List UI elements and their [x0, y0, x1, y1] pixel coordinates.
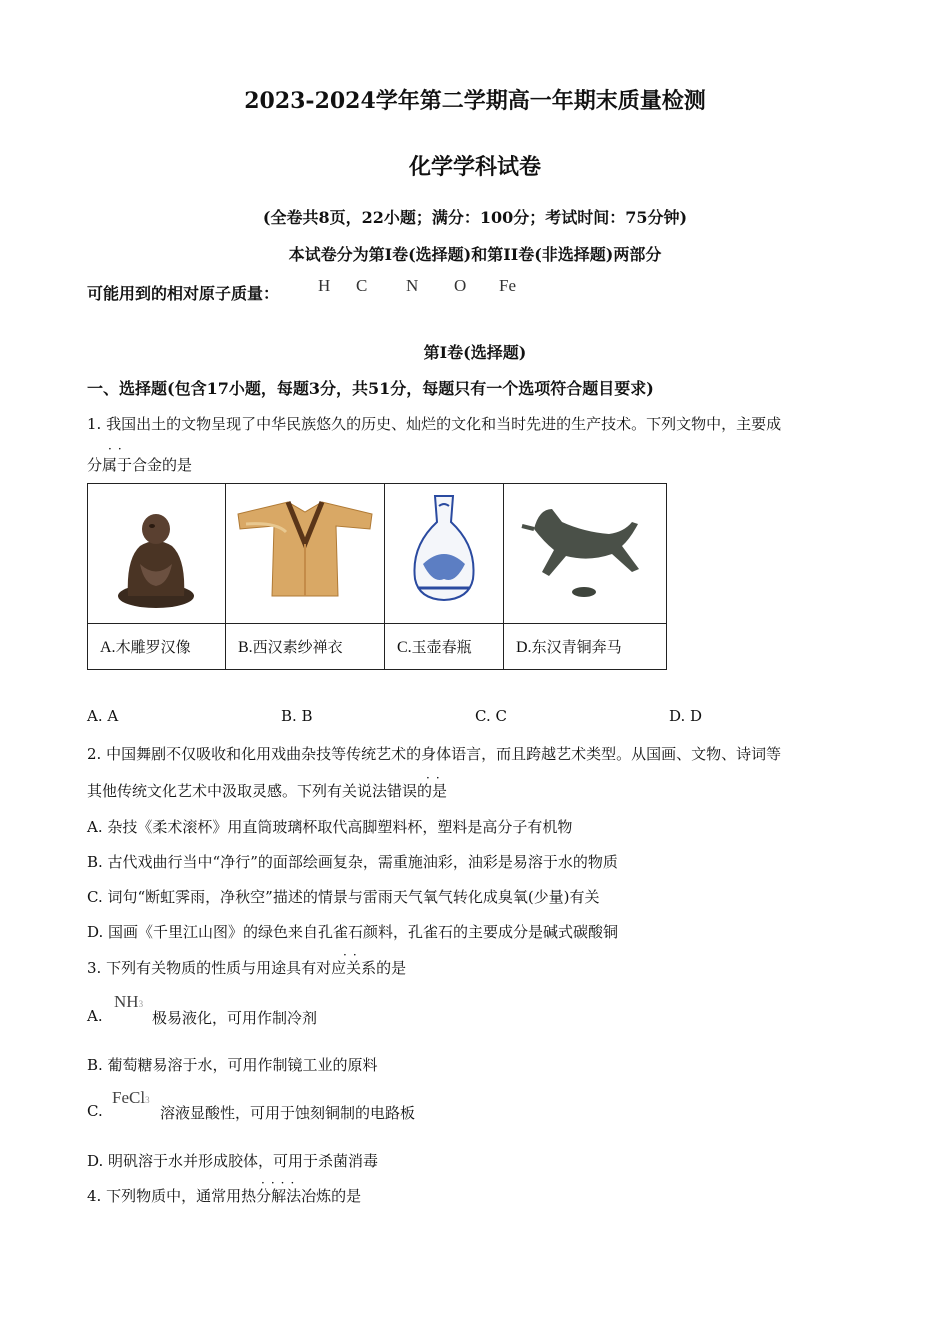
- vase-icon: [385, 484, 503, 619]
- q3-option-c-text: 溶液显酸性，可用于蚀刻铜制的电路板: [160, 1104, 416, 1122]
- element-o: O: [454, 276, 467, 295]
- artifact-caption-d: D.东汉青铜奔马: [504, 624, 667, 670]
- q2-option-a: A. 杂技《柔术滚杯》用直筒玻璃杯取代高脚塑料杯，塑料是高分子有机物: [87, 818, 573, 836]
- q3-option-a-formula: NH3: [114, 992, 144, 1011]
- exam-parts: 本试卷分为第I卷(选择题)和第II卷(非选择题)两部分: [288, 245, 662, 264]
- q3-option-b: B. 葡萄糖易溶于水，可用作制镜工业的原料: [87, 1056, 378, 1074]
- element-c: C: [356, 276, 368, 295]
- artifact-caption-a: A.木雕罗汉像: [88, 624, 226, 670]
- artifact-image-b: [226, 484, 385, 624]
- section-title: 第I卷(选择题): [423, 343, 527, 362]
- element-h: H: [318, 276, 331, 295]
- robe-icon: [226, 484, 384, 619]
- q3-option-c-label: C.: [87, 1102, 103, 1120]
- element-n: N: [406, 276, 419, 295]
- q1-emphasis-dots: ··: [108, 442, 128, 456]
- q1-artifact-table: [87, 483, 667, 670]
- artifact-caption-c: C.玉壶春瓶: [385, 624, 504, 670]
- atomic-mass-label: 可能用到的相对原子质量：: [87, 284, 280, 303]
- q2-option-d: D. 国画《千里江山图》的绿色来自孔雀石颜料，孔雀石的主要成分是碱式碳酸铜: [87, 923, 619, 941]
- q2-option-c: C. 词句“断虹霁雨，净秋空”描述的情景与雷雨天气氧气转化成臭氧(少量)有关: [87, 888, 600, 906]
- exam-subtitle: 化学学科试卷: [408, 154, 541, 180]
- q4-emphasis-dots: ····: [261, 1176, 301, 1190]
- q2-line2: 其他传统文化艺术中汲取灵感。下列有关说法错误的是: [87, 782, 448, 800]
- q1-line1: 1. 我国出土的文物呈现了中华民族悠久的历史、灿烂的文化和当时先进的生产技术。下列文物中，主要成: [87, 415, 782, 433]
- q1-option-a: A. A: [87, 707, 119, 725]
- exam-title: 2023-2024学年第二学期高一年期末质量检测: [244, 88, 706, 114]
- wooden-statue-icon: [88, 484, 225, 619]
- atomic-elements: [318, 276, 516, 296]
- artifact-caption-b: B.西汉素纱禅衣: [226, 624, 385, 670]
- q3-option-d: D. 明矾溶于水并形成胶体，可用于杀菌消毒: [87, 1152, 379, 1170]
- q3-option-c-formula: FeCl3: [112, 1088, 150, 1107]
- q3-option-a-text: 极易液化，可用作制冷剂: [152, 1009, 318, 1027]
- q1-line2: 分属于合金的是: [87, 456, 193, 474]
- exam-info: (全卷共8页，22小题；满分：100分；考试时间：75分钟): [262, 208, 688, 227]
- element-fe: Fe: [499, 276, 516, 295]
- artifact-image-c: [385, 484, 504, 624]
- q2-option-b: B. 古代戏曲行当中“净行”的面部绘画复杂，需重施油彩，油彩是易溶于水的物质: [87, 853, 618, 871]
- q2-line1: 2. 中国舞剧不仅吸收和化用戏曲杂技等传统艺术的身体语言，而且跨越艺术类型。从国画、文物、诗词等: [87, 745, 782, 763]
- q3-emphasis-dots: ··: [343, 948, 363, 962]
- q3-stem: 3. 下列有关物质的性质与用途具有对应关系的是: [87, 959, 407, 977]
- q1-option-d: D. D: [669, 707, 703, 725]
- artifact-image-a: [88, 484, 226, 624]
- q3-option-a-label: A.: [87, 1007, 103, 1025]
- q1-option-c: C. C: [475, 707, 507, 725]
- section-heading: 一、选择题(包含17小题，每题3分，共51分，每题只有一个选项符合题目要求): [87, 379, 654, 398]
- bronze-horse-icon: [504, 484, 666, 619]
- q4-stem: 4. 下列物质中，通常用热分解法冶炼的是: [87, 1187, 362, 1205]
- q1-option-b: B. B: [281, 707, 313, 725]
- q2-emphasis-dots: ··: [426, 771, 446, 785]
- artifact-image-d: [504, 484, 667, 624]
